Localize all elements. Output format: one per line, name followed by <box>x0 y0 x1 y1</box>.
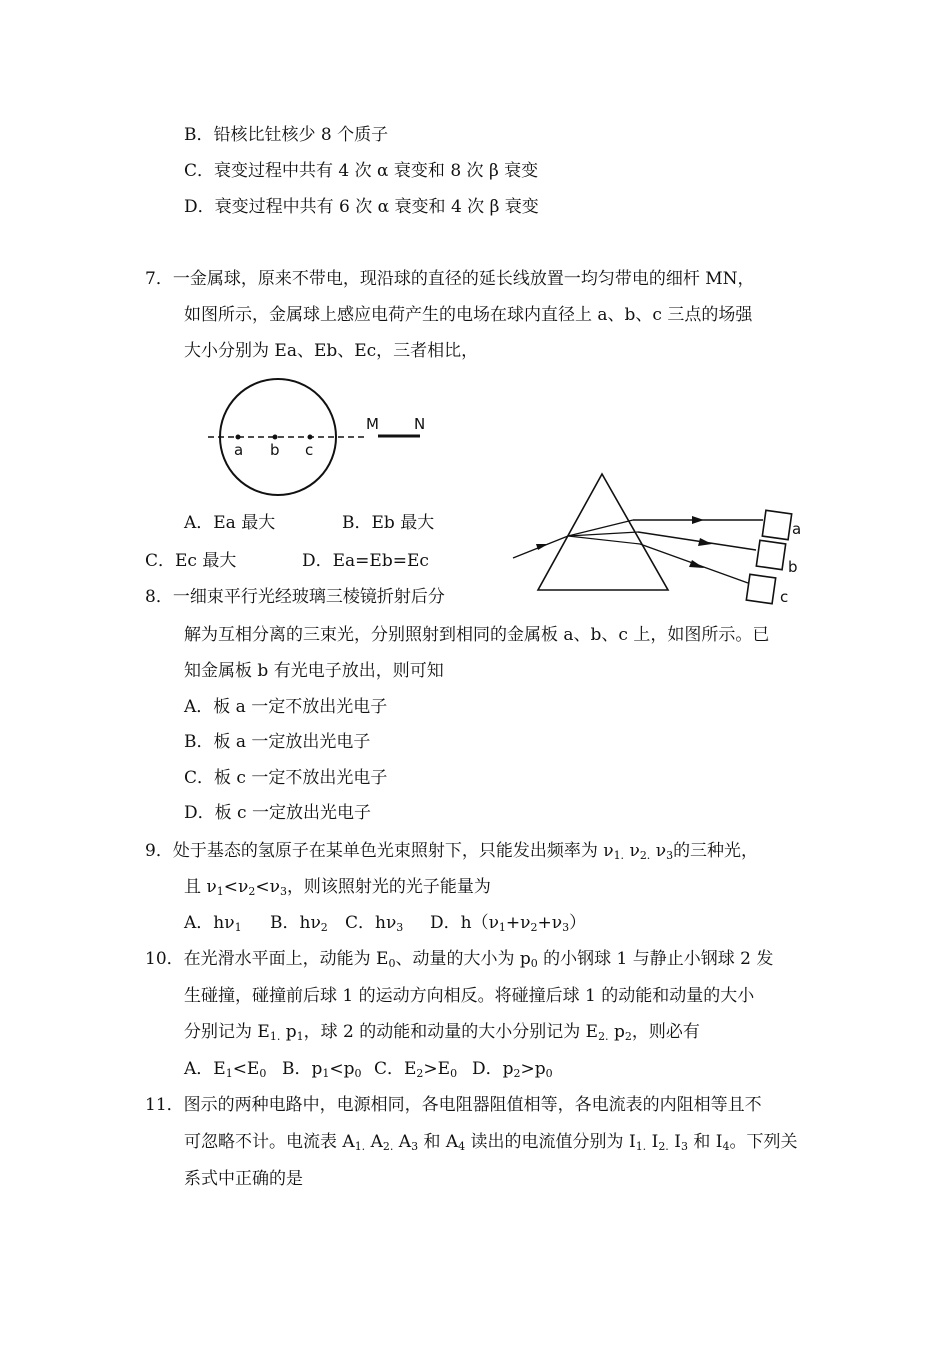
q7-sphere-rod-figure <box>200 372 440 502</box>
q9-option-a: A．$h\nu_1$ <box>184 913 242 934</box>
q8-option-c: C．板 c 一定不放出光电子 <box>184 768 388 788</box>
q7-stem-line3: 大小分别为 Ea、Eb、Ec，三者相比， <box>184 341 479 361</box>
point-c-label: c <box>305 441 314 459</box>
q8-stem-line1: 8．一细束平行光经玻璃三棱镜折射后分 <box>145 587 445 607</box>
q11-stem-line3: 系式中正确的是 <box>184 1169 303 1189</box>
inside-ray-c <box>568 536 640 544</box>
q7-option-b: B．Eb 最大 <box>342 513 435 533</box>
q7-stem-line1: 7．一金属球，原来不带电，现沿球的直径的延长线放置一均匀带电的细杆 MN， <box>145 269 755 289</box>
q10-option-d: D．$p_2>p_0$ <box>472 1059 553 1080</box>
q10-option-b: B．$p_1<p_0$ <box>282 1059 362 1080</box>
q7-option-a: A．Ea 最大 <box>184 513 276 533</box>
q7-option-c: C．Ec 最大 <box>145 551 237 571</box>
point-b-label: b <box>270 441 280 459</box>
q10-option-c: C．$E_2>E_0$ <box>374 1059 458 1080</box>
q9-option-c: C．$h\nu_3$ <box>345 913 404 934</box>
point-a-label: a <box>234 441 244 459</box>
q9-stem-line1: 9．处于基态的氢原子在某单色光束照射下，只能发出频率为 $\nu_{1.}$ $\nu_{2.}$ $\nu_3$的三种光， <box>145 841 759 862</box>
q6-option-b: B．铅核比钍核少 8 个质子 <box>184 125 389 145</box>
q8-option-a: A．板 a 一定不放出光电子 <box>184 697 388 717</box>
q11-stem-line2: 可忽略不计。电流表 $A_{1.}$ $A_{2.}$ $A_3$ 和 $A_4$ 读出的电流值分别为 $I_{1.}$ $I_{2.}$ $I_3$ 和 $I_4$。下列关 <box>184 1132 798 1153</box>
ray-c-arrow-icon <box>689 560 704 568</box>
q10-stem-line1: 10．在光滑水平面上，动能为 $E_0$、动量的大小为 $p_0$ 的小钢球 1 与静止小钢球 2 发 <box>145 949 774 970</box>
point-b-dot <box>273 435 278 440</box>
q7-option-d: D．Ea=Eb=Ec <box>302 551 429 571</box>
q10-stem-line2: 生碰撞，碰撞前后球 1 的运动方向相反。将碰撞后球 1 的动能和动量的大小 <box>184 986 755 1006</box>
q6-option-c: C．衰变过程中共有 4 次 α 衰变和 8 次 β 衰变 <box>184 161 539 181</box>
metal-plate-b <box>756 540 785 569</box>
q10-stem-line3: 分别记为 $E_{1.}$ $p_1$，球 2 的动能和动量的大小分别记为 $E_{2.}$ $p_2$，则必有 <box>184 1022 700 1043</box>
q6-option-d: D．衰变过程中共有 6 次 α 衰变和 4 次 β 衰变 <box>184 197 539 217</box>
q8-option-b: B．板 a 一定放出光电子 <box>184 732 371 752</box>
plate-c-label: c <box>780 588 789 606</box>
q8-stem-line3: 知金属板 b 有光电子放出，则可知 <box>184 661 444 681</box>
metal-plate-c <box>746 574 775 603</box>
q9-stem-line2: 且 $\nu_1<\nu_2<\nu_3$，则该照射光的光子能量为 <box>184 877 491 898</box>
rod-label-n: N <box>414 415 426 433</box>
q7-stem-line2: 如图所示，金属球上感应电荷产生的电场在球内直径上 a、b、c 三点的场强 <box>184 305 753 325</box>
q8-option-d: D．板 c 一定放出光电子 <box>184 803 371 823</box>
q8-prism-figure <box>508 470 818 615</box>
q9-option-b: B．$h\nu_2$ <box>270 913 328 934</box>
ray-b <box>638 532 756 550</box>
ray-b-arrow-icon <box>698 538 712 546</box>
q8-stem-line2: 解为互相分离的三束光，分别照射到相同的金属板 a、b、c 上，如图所示。已 <box>184 625 770 645</box>
q11-stem-line1: 11．图示的两种电路中，电源相同，各电阻器阻值相等，各电流表的内阻相等且不 <box>145 1095 762 1115</box>
plate-a-label: a <box>792 520 802 538</box>
rod-label-m: M <box>366 415 379 433</box>
q9-option-d: D．$h(\nu_1+\nu_2+\nu_3)$ <box>430 913 587 934</box>
ray-a-arrow-icon <box>692 516 704 524</box>
glass-prism <box>538 474 668 590</box>
point-c-dot <box>308 435 313 440</box>
metal-plate-a <box>762 510 791 539</box>
incident-arrow-icon <box>536 544 548 550</box>
plate-b-label: b <box>788 558 798 576</box>
point-a-dot <box>236 435 241 440</box>
q10-option-a: A．$E_1<E_0$ <box>184 1059 267 1080</box>
